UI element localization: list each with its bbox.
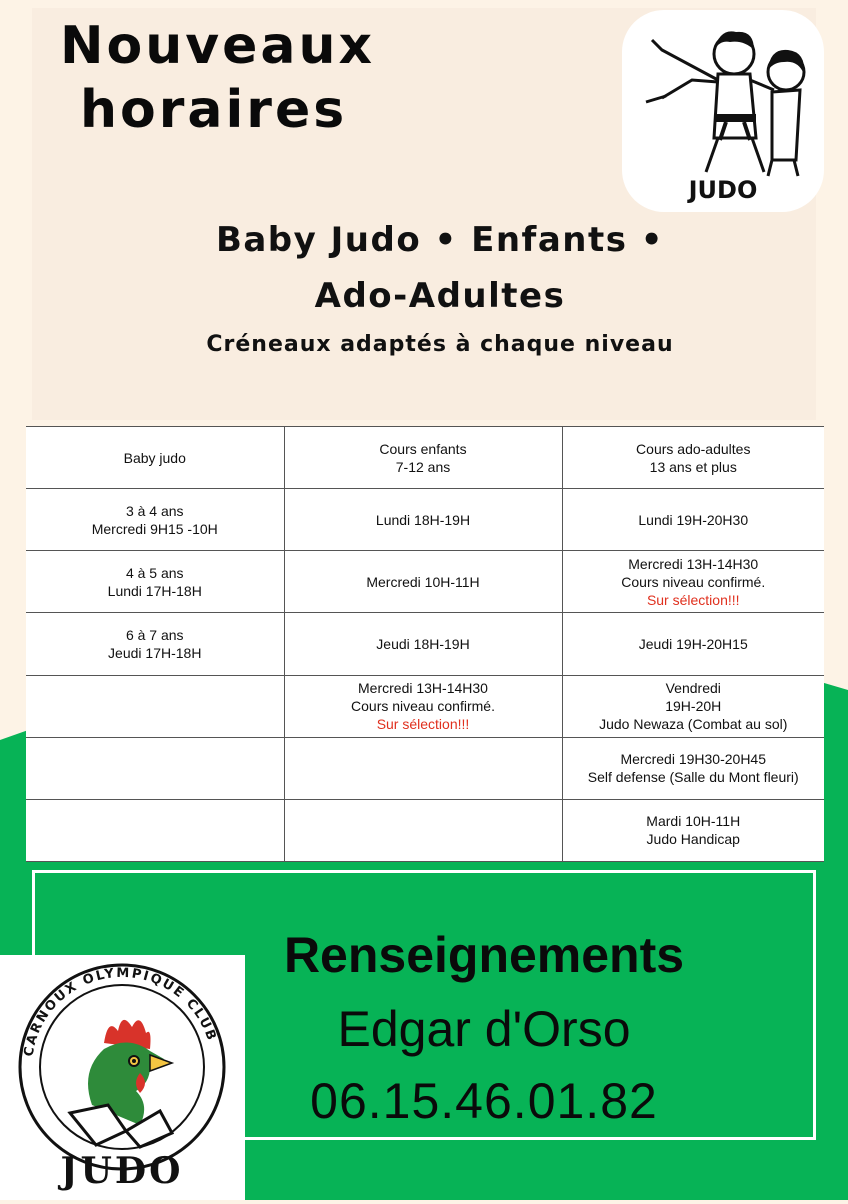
cell-line: Jeudi 17H-18H — [108, 644, 202, 661]
contact-heading: Renseignements — [283, 927, 685, 983]
table-header-row — [26, 427, 824, 489]
table-cell — [284, 551, 562, 613]
table-cell — [562, 675, 824, 737]
table-cell — [284, 613, 562, 675]
contact-name: Edgar d'Orso — [337, 1001, 631, 1057]
cell-line: Mercredi 10H-11H — [366, 573, 480, 590]
cell-line: Lundi 19H-20H30 — [638, 511, 749, 528]
table-cell — [284, 737, 562, 799]
table-cell — [26, 489, 284, 551]
club-logo — [0, 955, 245, 1200]
selection-note: Sur sélection!!! — [376, 716, 470, 733]
schedule-table — [26, 426, 824, 862]
cell-line: Mercredi 9H15 -10H — [91, 520, 218, 537]
table-cell — [284, 799, 562, 861]
table-cell — [562, 613, 824, 675]
table-row — [26, 675, 824, 737]
table-header-cell — [26, 427, 284, 489]
table-cell — [562, 799, 824, 861]
table-row — [26, 737, 824, 799]
cell-line: Lundi 18H-19H — [375, 511, 471, 528]
cell-line: Mercredi 19H30-20H45 — [620, 751, 767, 768]
course-categories-line-2: Ado-Adultes — [314, 276, 566, 316]
cell-line: Lundi 17H-18H — [107, 582, 202, 599]
table-cell — [562, 737, 824, 799]
cell-line: Judo Newaza (Combat au sol) — [599, 716, 788, 733]
table-cell — [26, 675, 284, 737]
title-line-2: horaires — [80, 80, 348, 140]
table-row — [26, 613, 824, 675]
club-ring-text: CARNOUX OLYMPIQUE CLUB — [21, 965, 220, 1058]
cell-line: Judo Handicap — [646, 831, 740, 848]
judo-logo-badge — [622, 10, 824, 212]
page-title — [60, 14, 460, 142]
cell-line: Mercredi 13H-14H30 — [358, 680, 488, 697]
cell-line: Self defense (Salle du Mont fleuri) — [587, 769, 799, 786]
table-cell — [26, 551, 284, 613]
table-cell — [562, 489, 824, 551]
table-header-cell — [284, 427, 562, 489]
table-cell — [562, 551, 824, 613]
course-categories — [120, 212, 760, 324]
header-cell-line: 13 ans et plus — [649, 458, 737, 475]
header-cell-line: Baby judo — [123, 449, 186, 466]
title-line-1: Nouveaux — [60, 16, 376, 76]
cell-line: Vendredi — [665, 680, 721, 697]
table-row — [26, 799, 824, 861]
contact-phone: 06.15.46.01.82 — [310, 1073, 658, 1129]
table-cell — [284, 675, 562, 737]
table-cell — [26, 799, 284, 861]
judo-logo-label: JUDO — [688, 176, 758, 204]
header-cell-line: Cours enfants — [379, 440, 467, 457]
cell-line: Cours niveau confirmé. — [351, 698, 495, 715]
tagline: Créneaux adaptés à chaque niveau — [206, 332, 674, 357]
cell-line: Mercredi 13H-14H30 — [628, 555, 759, 572]
table-row — [26, 551, 824, 613]
table-cell — [26, 613, 284, 675]
cell-line: 19H-20H — [665, 698, 722, 715]
course-categories-line-1: Baby Judo • Enfants • — [215, 220, 665, 260]
cell-line: 6 à 7 ans — [125, 626, 184, 643]
cell-line: 3 à 4 ans — [125, 502, 184, 519]
cell-line: Cours niveau confirmé. — [621, 573, 766, 590]
cell-line: Mardi 10H-11H — [646, 813, 741, 830]
table-cell — [284, 489, 562, 551]
judo-fighters-icon — [622, 10, 824, 180]
cell-line: Jeudi 19H-20H15 — [638, 635, 748, 652]
club-logo-graphic — [0, 955, 245, 1200]
header-cell-line: 7-12 ans — [395, 458, 451, 475]
club-logo-label: JUDO — [60, 1150, 184, 1192]
table-header-cell — [562, 427, 824, 489]
schedule-table-container — [26, 426, 824, 862]
cell-line: 4 à 5 ans — [125, 564, 184, 581]
table-cell — [26, 737, 284, 799]
header-cell-line: Cours ado-adultes — [636, 440, 751, 457]
table-row — [26, 489, 824, 551]
cell-line: Jeudi 18H-19H — [376, 635, 470, 652]
selection-note: Sur sélection!!! — [646, 591, 740, 608]
